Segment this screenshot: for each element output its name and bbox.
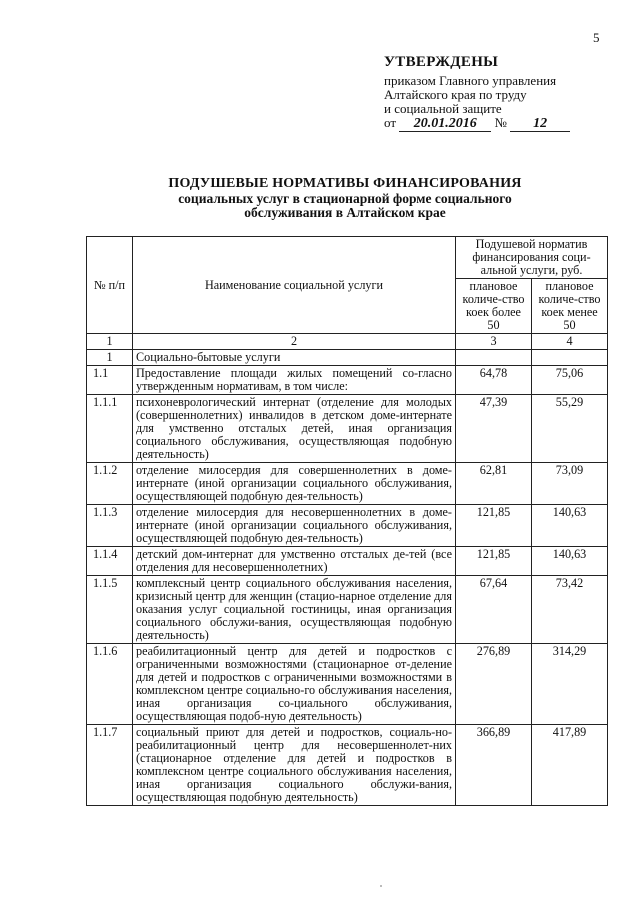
row-value-over-50: 366,89 xyxy=(456,725,532,806)
row-value-under-50: 55,29 xyxy=(532,395,608,463)
approval-line-3: и социальной защите xyxy=(384,101,502,116)
number-prefix: № xyxy=(494,115,507,130)
handwritten-number: 12 xyxy=(510,117,570,132)
row-value-over-50: 121,85 xyxy=(456,547,532,576)
row-number: 1.1.7 xyxy=(87,725,133,806)
row-service-name: Предоставление площади жилых помещений со-гласно утвержденным нормативам, в том числе: xyxy=(133,366,456,395)
page-number: 5 xyxy=(593,30,600,45)
scan-speck xyxy=(380,885,382,887)
header-number: № п/п xyxy=(87,237,133,334)
table-row xyxy=(87,644,608,725)
row-value-under-50: 417,89 xyxy=(532,725,608,806)
header-beds-over-50: плановое количе-ство коек более 50 xyxy=(456,279,532,334)
approval-line-1: приказом Главного управления xyxy=(384,73,557,88)
approval-date-line xyxy=(384,116,614,132)
row-value-under-50: 140,63 xyxy=(532,505,608,547)
document-title xyxy=(90,176,600,220)
row-number: 1.1.6 xyxy=(87,644,133,725)
row-service-name: комплексный центр социального обслуживания населения, кризисный центр для женщин (стацио-нарное отделение для оказания услуг социальной гостиницы, иная организация социального обслужи-вания, осуществляющая подобную деятельность) xyxy=(133,576,456,644)
row-value-under-50: 314,29 xyxy=(532,644,608,725)
row-value-over-50: 276,89 xyxy=(456,644,532,725)
approval-line-2: Алтайского края по труду xyxy=(384,87,527,102)
column-number-2: 2 xyxy=(133,334,456,350)
table-row xyxy=(87,505,608,547)
table-row xyxy=(87,366,608,395)
row-value-over-50: 62,81 xyxy=(456,463,532,505)
table-row xyxy=(87,463,608,505)
row-value-under-50: 73,42 xyxy=(532,576,608,644)
title-line-3: обслуживания в Алтайском крае xyxy=(244,205,446,220)
table-row xyxy=(87,725,608,806)
column-number-3: 3 xyxy=(456,334,532,350)
row-service-name: социальный приют для детей и подростков, социаль-но-реабилитационный центр для несовершеннолет-них (стационарное отделение для детей и подростков в комплексном центре социального обслуживания населения, иная организация социального обслужи-вания, осуществляющая подобную деятельность) xyxy=(133,725,456,806)
row-value-over-50 xyxy=(456,350,532,366)
column-number-4: 4 xyxy=(532,334,608,350)
row-number: 1.1.3 xyxy=(87,505,133,547)
row-number: 1.1.4 xyxy=(87,547,133,576)
approval-heading: УТВЕРЖДЕНЫ xyxy=(384,54,499,70)
row-value-under-50 xyxy=(532,350,608,366)
row-service-name: Социально-бытовые услуги xyxy=(133,350,456,366)
row-service-name: реабилитационный центр для детей и подростков с ограниченными возможностями (стационарное от-деление для детей и подростков с ограниченными возможностями в комплексном центре социально-го обслуживания населения, иная организация со-циального обслуживания, осуществляющая подоб-ную деятельность) xyxy=(133,644,456,725)
row-number: 1.1.2 xyxy=(87,463,133,505)
handwritten-date: 20.01.2016 xyxy=(399,117,491,132)
row-service-name: отделение милосердия для совершеннолетних в доме-интернате (иной организации социального обслуживания, осуществляющей подобную дея-тельность) xyxy=(133,463,456,505)
date-prefix: от xyxy=(384,115,397,130)
row-service-name: отделение милосердия для несовершеннолетних в доме-интернате (иной организации социального обслуживания, осуществляющей подобную дея-тельность) xyxy=(133,505,456,547)
row-number: 1 xyxy=(87,350,133,366)
header-service-name: Наименование социальной услуги xyxy=(133,237,456,334)
row-number: 1.1 xyxy=(87,366,133,395)
table-row xyxy=(87,547,608,576)
approval-stamp xyxy=(384,55,614,132)
title-line-2: социальных услуг в стационарной форме социального xyxy=(178,191,512,206)
row-value-over-50: 47,39 xyxy=(456,395,532,463)
row-value-under-50: 140,63 xyxy=(532,547,608,576)
norms-table xyxy=(86,236,608,806)
column-number-1: 1 xyxy=(87,334,133,350)
table-row xyxy=(87,350,608,366)
row-service-name: психоневрологический интернат (отделение для молодых (совершеннолетних) инвалидов в детском доме-интернате для умственно отсталых детей, иная организация социального обслуживания, осуществляющая подобную деятельность) xyxy=(133,395,456,463)
row-value-under-50: 75,06 xyxy=(532,366,608,395)
row-value-over-50: 121,85 xyxy=(456,505,532,547)
row-number: 1.1.5 xyxy=(87,576,133,644)
row-service-name: детский дом-интернат для умственно отсталых де-тей (все отделения для несовершеннолетних) xyxy=(133,547,456,576)
header-normative-group: Подушевой норматив финансирования соци-альной услуги, руб. xyxy=(456,237,608,279)
table-row xyxy=(87,395,608,463)
row-value-over-50: 67,64 xyxy=(456,576,532,644)
row-number: 1.1.1 xyxy=(87,395,133,463)
table-row xyxy=(87,576,608,644)
row-value-under-50: 73,09 xyxy=(532,463,608,505)
row-value-over-50: 64,78 xyxy=(456,366,532,395)
title-line-1: ПОДУШЕВЫЕ НОРМАТИВЫ ФИНАНСИРОВАНИЯ xyxy=(168,176,522,191)
header-beds-under-50: плановое количе-ство коек менее 50 xyxy=(532,279,608,334)
